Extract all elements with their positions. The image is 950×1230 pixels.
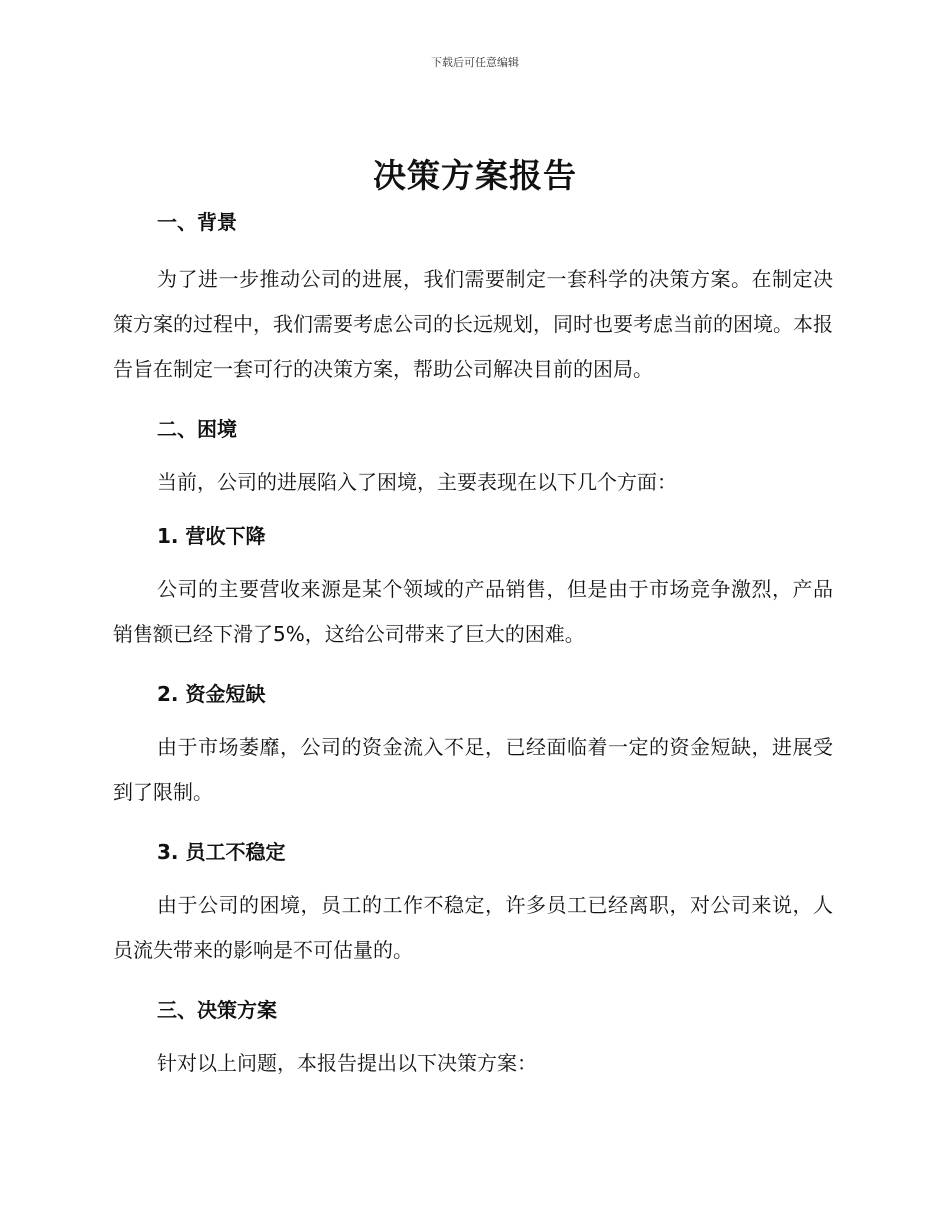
section-heading-background: 一、背景 (157, 210, 237, 234)
section-heading-dilemma: 二、困境 (157, 417, 237, 441)
document-title: 决策方案报告 (373, 156, 577, 195)
subheading-funding-shortage: 2. 资金短缺 (157, 682, 266, 706)
paragraph-funding-shortage: 由于市场萎靡，公司的资金流入不足，已经面临着一定的资金短缺，进展受到了限制。 (113, 735, 833, 804)
paragraph-plan-intro: 针对以上问题，本报告提出以下决策方案： (157, 1051, 537, 1075)
page-header-note: 下载后可任意编辑 (431, 56, 519, 69)
paragraph-dilemma-intro: 当前，公司的进展陷入了困境，主要表现在以下几个方面： (157, 470, 677, 494)
section-heading-plan: 三、决策方案 (157, 998, 277, 1022)
subheading-staff-instability: 3. 员工不稳定 (157, 840, 286, 864)
document-body (113, 205, 833, 1086)
subheading-revenue-decline: 1. 营收下降 (157, 524, 266, 548)
paragraph-revenue-decline: 公司的主要营收来源是某个领域的产品销售，但是由于市场竞争激烈，产品销售额已经下滑了5%，这给公司带来了巨大的困难。 (113, 577, 833, 646)
paragraph-staff-instability: 由于公司的困境，员工的工作不稳定，许多员工已经离职，对公司来说，人员流失带来的影响是不可估量的。 (113, 893, 833, 962)
paragraph-background: 为了进一步推动公司的进展，我们需要制定一套科学的决策方案。在制定决策方案的过程中，我们需要考虑公司的长远规划，同时也要考虑当前的困境。本报告旨在制定一套可行的决策方案，帮助公司解决目前的困局。 (113, 267, 833, 381)
